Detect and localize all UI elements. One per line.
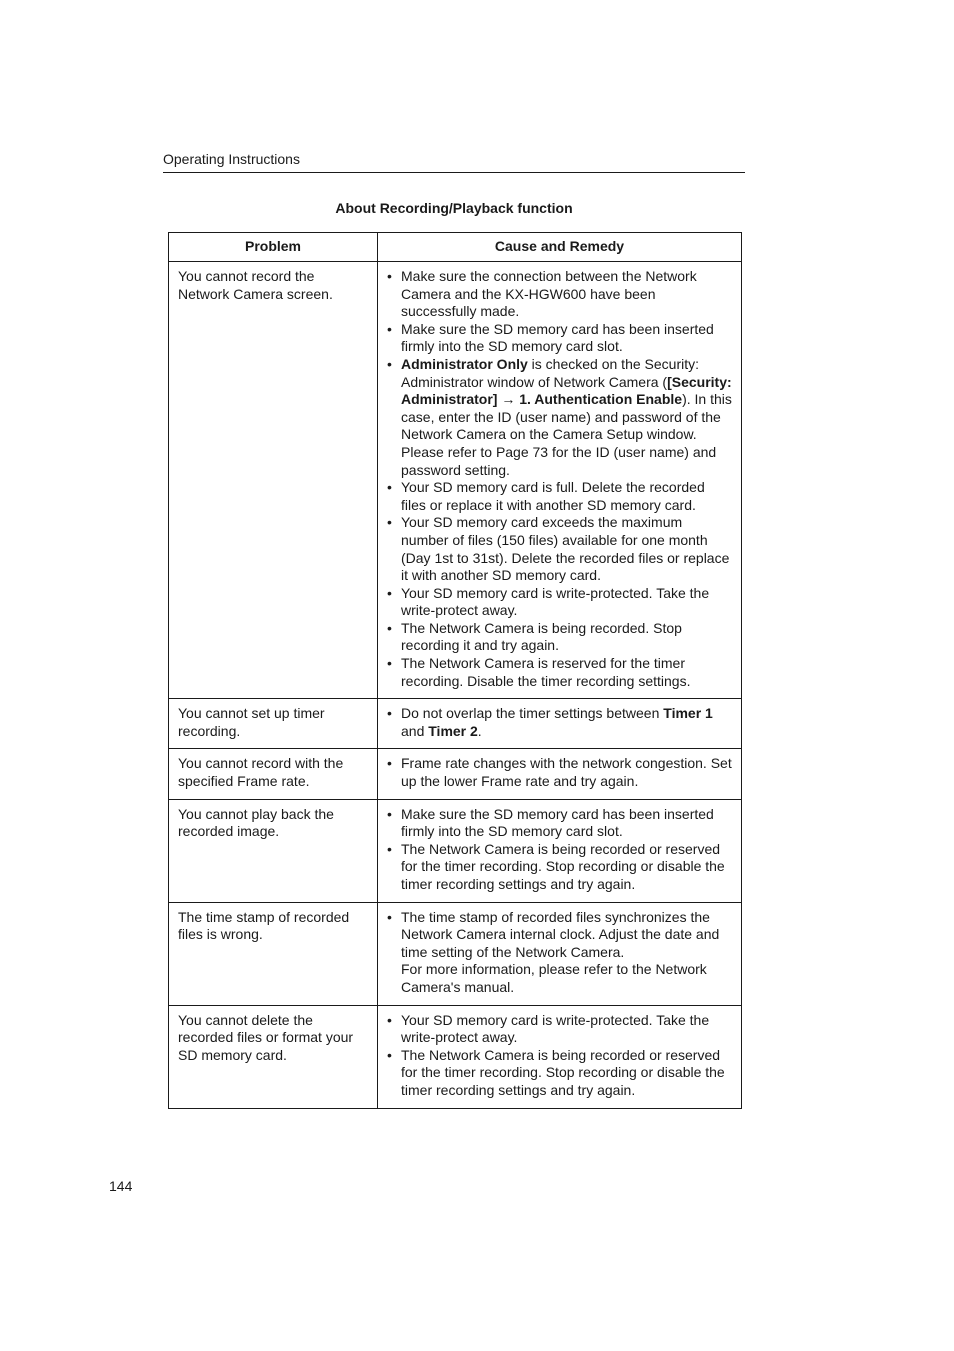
remedy-note: For more information, please refer to the Network Camera's manual. <box>401 961 707 995</box>
remedy-cell <box>378 749 742 799</box>
remedy-text: . <box>477 722 482 739</box>
problem-cell: You cannot play back the recorded image. <box>169 799 378 902</box>
table-row <box>169 262 742 699</box>
table-row <box>169 799 742 902</box>
remedy-bold-text: Timer 1 <box>663 705 713 722</box>
running-header <box>163 150 745 173</box>
remedy-item: • Frame rate changes with the network congestion. Set up the lower Frame rate and try again. <box>387 755 733 790</box>
remedy-list <box>387 755 733 790</box>
remedy-text: ). In this case, enter the ID (user name) and password of the Network Camera on the Camera Setup window. Please refer to Page 73 for the ID (user name) and password setting. <box>401 391 732 478</box>
remedy-item: • The Network Camera is being recorded or reserved for the timer recording. Stop recording or disable the timer recording settings and try again. <box>387 841 733 894</box>
problem-cell: You cannot delete the recorded files or format your SD memory card. <box>169 1005 378 1108</box>
remedy-item: • The Network Camera is being recorded or reserved for the timer recording. Stop recording or disable the timer recording settings and try again. <box>387 1047 733 1100</box>
troubleshooting-table <box>168 232 742 1109</box>
remedy-item: • Make sure the SD memory card has been inserted firmly into the SD memory card slot. <box>387 806 733 841</box>
remedy-item: • Your SD memory card is full. Delete the recorded files or replace it with another SD memory card. <box>387 479 733 514</box>
remedy-cell <box>378 262 742 699</box>
remedy-text: is checked on the Security: Administrator window of Network Camera ( <box>401 355 699 390</box>
header-title: Operating Instructions <box>163 151 300 167</box>
remedy-cell <box>378 799 742 902</box>
remedy-list <box>387 268 733 690</box>
section-title: About Recording/Playback function <box>335 200 573 216</box>
remedy-item <box>387 705 733 740</box>
remedy-list <box>387 1012 733 1100</box>
remedy-list <box>387 705 733 740</box>
remedy-item: • The Network Camera is being recorded. Stop recording it and try again. <box>387 620 733 655</box>
column-header-problem: Problem <box>169 233 378 262</box>
remedy-cell <box>378 1005 742 1108</box>
remedy-item: • Make sure the connection between the Network Camera and the KX-HGW600 have been successfully made. <box>387 268 733 321</box>
remedy-cell <box>378 902 742 1005</box>
problem-cell: You cannot record the Network Camera screen. <box>169 262 378 699</box>
remedy-list <box>387 909 733 997</box>
problem-cell: You cannot set up timer recording. <box>169 699 378 749</box>
column-header-cause-remedy: Cause and Remedy <box>378 233 742 262</box>
table-row <box>169 699 742 749</box>
remedy-text: and <box>401 722 429 739</box>
remedy-item: • The Network Camera is reserved for the timer recording. Disable the timer recording settings. <box>387 655 733 690</box>
remedy-bold-text: Timer 2 <box>428 722 478 739</box>
problem-cell: You cannot record with the specified Frame rate. <box>169 749 378 799</box>
table-row <box>169 902 742 1005</box>
table-row <box>169 1005 742 1108</box>
remedy-text: The time stamp of recorded files synchronizes the Network Camera internal clock. Adjust the date and time setting of the Network Camera. <box>401 908 720 960</box>
remedy-cell <box>378 699 742 749</box>
remedy-list <box>387 806 733 894</box>
page-number: 144 <box>109 1178 133 1194</box>
remedy-item: • Your SD memory card is write-protected. Take the write-protect away. <box>387 585 733 620</box>
remedy-item: • Your SD memory card exceeds the maximum number of files (150 files) available for one month (Day 1st to 31st). Delete the recorded files or replace it with another SD memory card. <box>387 514 733 584</box>
problem-cell: The time stamp of recorded files is wrong. <box>169 902 378 1005</box>
remedy-item: • Your SD memory card is write-protected. Take the write-protect away. <box>387 1012 733 1047</box>
remedy-bold-text: Administrator Only <box>401 355 528 372</box>
remedy-item <box>387 909 733 997</box>
remedy-item <box>387 356 733 479</box>
table-header-row <box>169 233 742 262</box>
remedy-item: • Make sure the SD memory card has been inserted firmly into the SD memory card slot. <box>387 321 733 356</box>
table-row <box>169 749 742 799</box>
remedy-bold-text: [Security: Administrator] → 1. Authentication Enable <box>401 373 732 408</box>
remedy-text: Do not overlap the timer settings between <box>401 705 664 722</box>
